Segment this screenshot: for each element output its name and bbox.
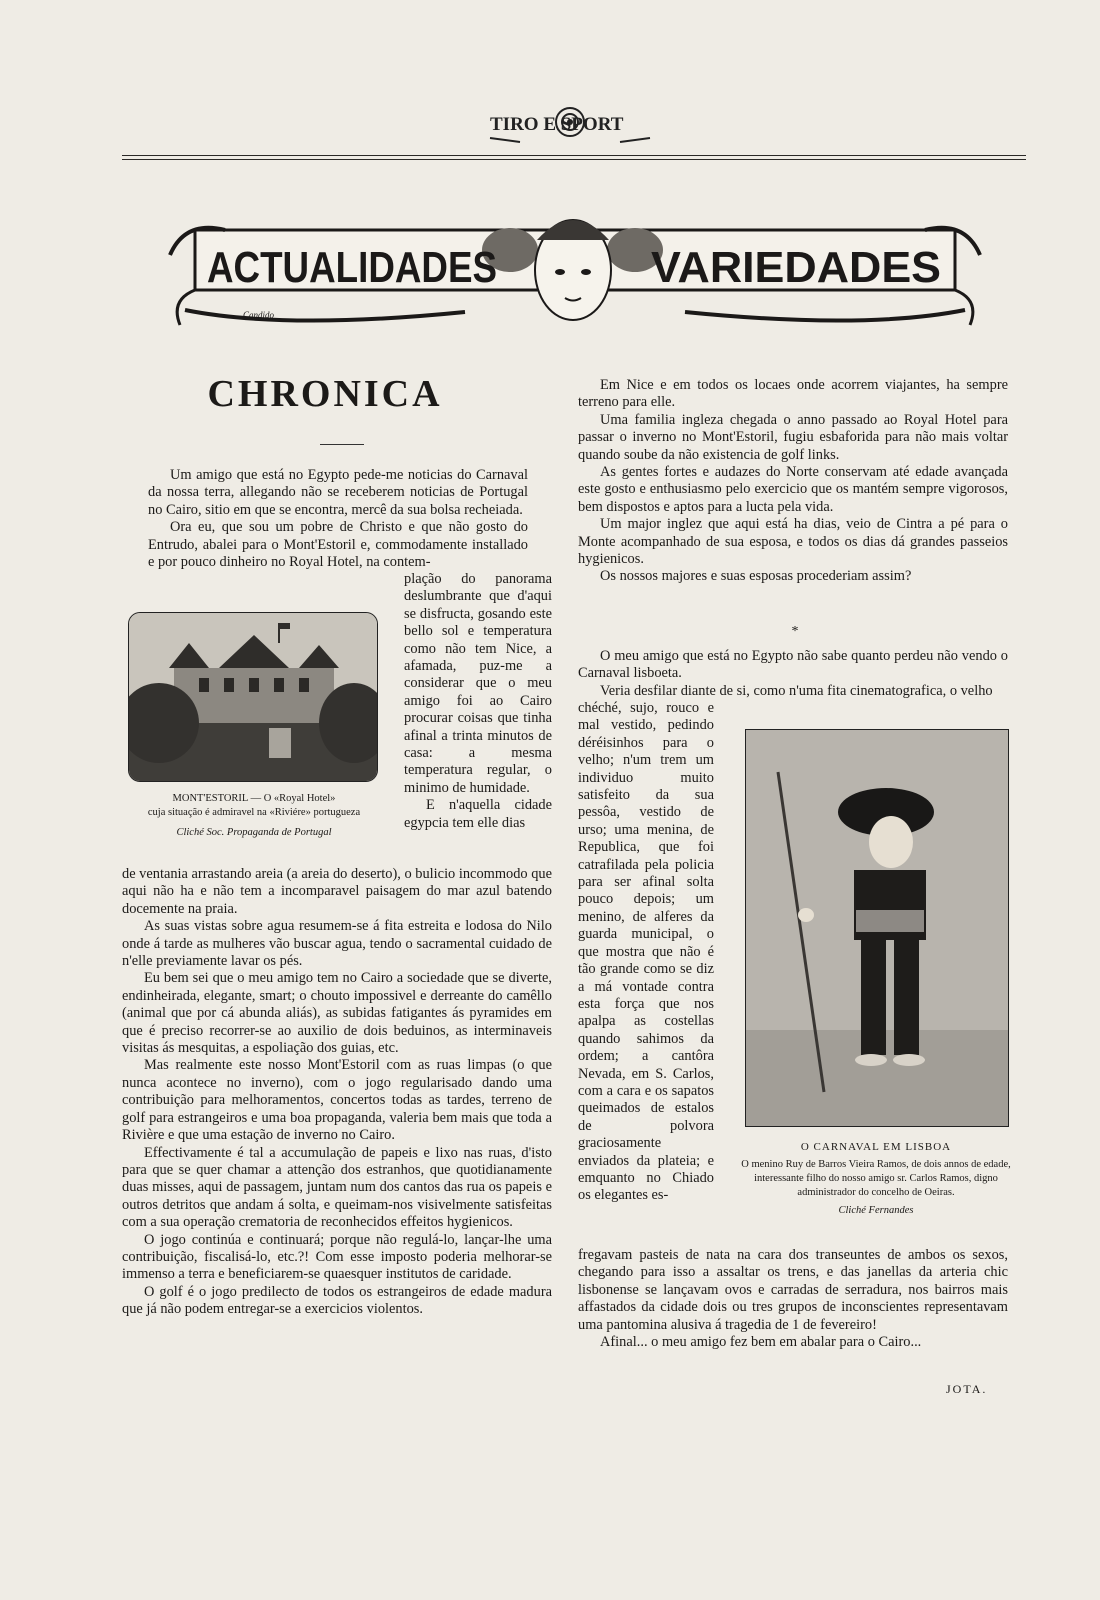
banner-right-text: VARIEDADES (651, 243, 941, 292)
paragraph: Um amigo que está no Egypto pede-me noticias do Carnaval da nossa terra, allegando não se receberem noticias de Portugal no Cairo, sitio em que se encontra, mercê da sua bolsa recheiada. (148, 467, 528, 518)
paragraph: chéché, sujo, rouco e mal vestido, pedindo déréisinhos para o velho; n'um trem um individuo muito satisfeito da sua pessôa, vestido de urso; uma menina, de Republica, que foi catrafilada pela policia para ser afinal solta pouco depois; um menino, de alferes da guarda municipal, o que mostra que não é tão grande como se diz a má vontade contra esta força que nos apalpa as costellas quando sahimos da ordem; a cantôra Nevada, em S. Carlos, com a cara e os sapatos queimados de estalos de polvora graciosamente enviados da plateia; e emquanto no Chiado os elegantes es- (578, 700, 714, 1204)
section-banner (165, 200, 985, 350)
col2-narrow (578, 700, 714, 1205)
photo2-caption-body: O menino Ruy de Barros Vieira Ramos, de dois annos de edade, interessante filho do nosso amigo sr. Carlos Ramos, digno administrador do concelho de Oeiras. (741, 1159, 1011, 1198)
carnival-child-photo (745, 729, 1009, 1127)
paragraph: Em Nice e em todos os locaes onde acorrem viajantes, ha sempre terreno para elle. (578, 377, 1008, 411)
col2-top (578, 377, 1008, 586)
paragraph: O meu amigo que está no Egypto não sabe quanto perdeu não vendo o Carnaval lisboeta. (578, 648, 1008, 682)
paragraph: O jogo continúa e continuará; porque não regulá-lo, lançar-lhe uma contribuição, fiscalisá-lo, etc.?! Com esse imposto poderia melhorar-se immenso a terra e beneficiarem-se quaesquer institutos de caridade. (122, 1231, 552, 1283)
banner-left-text: ACTUALIDADES (207, 243, 497, 292)
photo1-caption-line1: MONT'ESTORIL — O «Royal Hotel» (172, 793, 336, 804)
header-rule-bottom (122, 159, 1026, 160)
title-rule (320, 444, 364, 445)
banner-signature: Candido (243, 310, 275, 320)
article-title: CHRONICA (207, 373, 443, 415)
col1-lower (122, 866, 552, 1319)
photo2-caption (740, 1140, 1012, 1218)
col1-narrow (404, 571, 552, 832)
photo2-credit: Cliché Fernandes (838, 1205, 914, 1216)
photo1-credit: Cliché Soc. Propaganda de Portugal (176, 827, 332, 838)
col1-intro (148, 467, 528, 571)
paragraph: Os nossos majores e suas esposas procederiam assim? (600, 568, 912, 585)
paragraph: E n'aquella cidade egypcia tem elle dias (404, 797, 552, 831)
paragraph: de ventania arrastando areia (a areia do deserto), o bulicio incommodo que aqui não ha e não tem a incomparavel paisagem do mar azul batendo docemente na praia. (122, 866, 552, 917)
paragraph: fregavam pasteis de nata na cara dos transeuntes de ambos os sexos, chegando para isso a assaltar os trens, e das janellas da arteria chic lisbonense se lançavam ovos e carradas de serradura, nos bairros mais affastados da cidade dois ou tres grupos de inconscientes representavam uma pantomina alusiva á tragedia de 1 de fevereiro! (578, 1247, 1008, 1333)
photo1-caption-line2: cuja situação é admiravel na «Riviére» portugueza (147, 807, 361, 818)
section-separator: * (791, 624, 799, 639)
header-rule-top (122, 155, 1026, 156)
paragraph: Um major inglez que aqui está ha dias, veio de Cintra a pé para o Monte acompanhado de sua esposa, e todos os dias dá grandes passeios hygienicos. (578, 516, 1008, 568)
photo1-caption (118, 792, 390, 840)
paragraph: Effectivamente é tal a accumulação de papeis e lixo nas ruas, d'isto para que se quer chamar a attenção dos estranhos, que quotidianamente duas misses, aqui de passagem, juntam num dos cantos das rua os papeis e outros detritos que andam á solta, e queimam-nos visivelmente satisfeitas com a sua operação crematoria de reconhecidos effeitos hygienicos. (122, 1144, 552, 1231)
masthead-text: TIRO E SPORT (490, 114, 624, 135)
paragraph: As gentes fortes e audazes do Norte conservam até edade avançada este gosto e enthusiasmo pelo exercicio que os mantém sempre vigorosos, bem dispostos e aptos para a lucta pela vida. (578, 464, 1008, 515)
paragraph: Afinal... o meu amigo fez bem em abalar para o Cairo... (600, 1334, 922, 1351)
royal-hotel-photo (128, 612, 378, 782)
paragraph: Eu bem sei que o meu amigo tem no Cairo a sociedade que se diverte, endinheirada, elegante, smart; o chouto impossivel e derreante do camêllo (animal que por cá abunda aliás), as subidas fatigantes ás pyramides em que é preciso recorrer-se ao auxilio de dois beduinos, as interminaveis visitas ás mesquitas, a espoliação dos guias, etc. (122, 970, 552, 1057)
masthead-logo (480, 98, 660, 148)
paragraph: Veria desfilar diante de si, como n'uma fita cinematografica, o velho (600, 682, 993, 699)
paragraph: Uma familia ingleza chegada o anno passado ao Royal Hotel para passar o inverno no Mont'Estoril, fugiu esbaforida para não mais voltar quando soube da não existencia de golf links. (578, 411, 1008, 463)
paragraph: Mas realmente este nosso Mont'Estoril com as ruas limpas (o que nunca acontece no inverno), com o jogo regularisado dando uma contribuição para melhoramentos, concertos todas as tardes, terreno de golf para estrangeiros e uma boa propaganda, valeria bem mais que toda a Rivière e que uma estação de inverno no Cairo. (122, 1057, 552, 1144)
paragraph: As suas vistas sobre agua resumem-se á fita estreita e lodosa do Nilo onde á tarde as mulheres vão buscar agua, tendo o sacramental cuidado de n'elle previamente lavar os pés. (122, 918, 552, 970)
paragraph: Ora eu, que sou um pobre de Christo e que não gosto do Entrudo, abalei para o Mont'Estoril e, commodamente installado e por pouco dinheiro no Royal Hotel, na contem- (148, 519, 528, 571)
paragraph: plação do panorama deslumbrante que d'aqui se disfructa, gosando este bello sol e temperatura como não tem Nice, a afamada, puz-me a considerar que o meu amigo foi ao Cairo procurar coisas que tinha afinal a trinta minutos de casa: a mesma temperatura regular, o minimo de humidade. (404, 571, 552, 796)
author-signature: JOTA. (946, 1382, 988, 1396)
col2-bottom (578, 1247, 1008, 1351)
paragraph: O golf é o jogo predilecto de todos os estrangeiros de edade madura que já não podem entregar-se a exercicios violentos. (122, 1283, 552, 1318)
col2-mid (578, 648, 1008, 700)
photo2-caption-title: O CARNAVAL EM LISBOA (800, 1141, 952, 1153)
